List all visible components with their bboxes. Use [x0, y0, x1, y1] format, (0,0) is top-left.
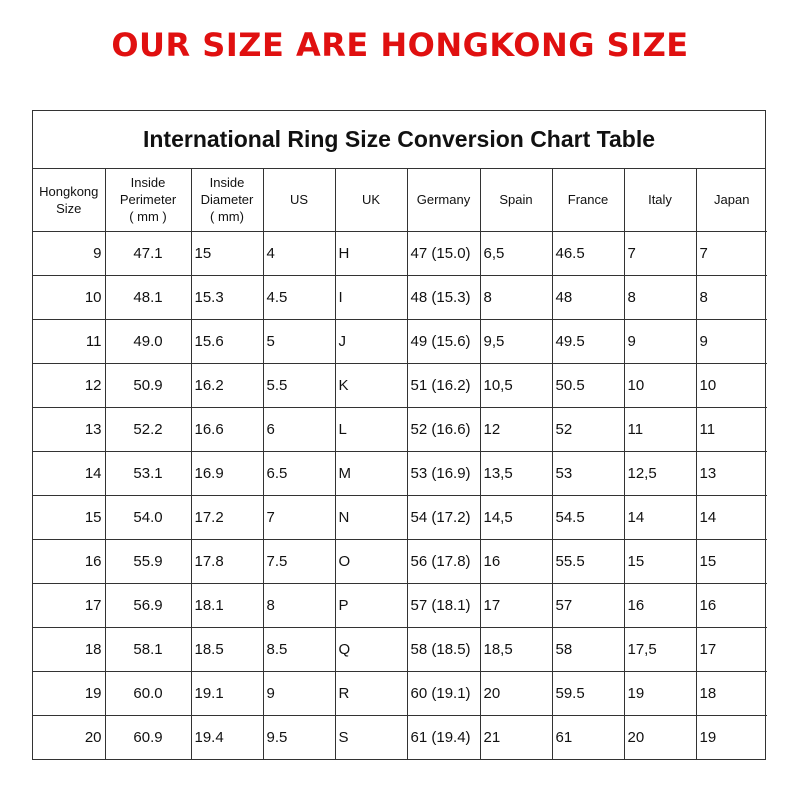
table-row	[33, 319, 767, 363]
header-italy: Italy	[624, 169, 696, 231]
cell-france: 52	[552, 407, 624, 451]
cell-italy: 20	[624, 715, 696, 759]
cell-japan: 9	[696, 319, 767, 363]
cell-germany: 52 (16.6)	[407, 407, 480, 451]
cell-inside-diameter: 15	[191, 231, 263, 275]
cell-uk: P	[335, 583, 407, 627]
cell-germany: 48 (15.3)	[407, 275, 480, 319]
cell-italy: 14	[624, 495, 696, 539]
header-hongkong-size: Hongkong Size	[33, 169, 105, 231]
cell-uk: Q	[335, 627, 407, 671]
cell-spain: 6,5	[480, 231, 552, 275]
cell-japan: 19	[696, 715, 767, 759]
cell-italy: 11	[624, 407, 696, 451]
cell-hongkong-size: 12	[33, 363, 105, 407]
cell-japan: 17	[696, 627, 767, 671]
cell-inside-perimeter: 49.0	[105, 319, 191, 363]
table-row	[33, 451, 767, 495]
cell-hongkong-size: 17	[33, 583, 105, 627]
cell-uk: L	[335, 407, 407, 451]
cell-japan: 15	[696, 539, 767, 583]
cell-inside-perimeter: 53.1	[105, 451, 191, 495]
cell-italy: 8	[624, 275, 696, 319]
cell-inside-diameter: 19.4	[191, 715, 263, 759]
table-row	[33, 275, 767, 319]
cell-germany: 57 (18.1)	[407, 583, 480, 627]
cell-us: 8	[263, 583, 335, 627]
cell-us: 7.5	[263, 539, 335, 583]
cell-hongkong-size: 13	[33, 407, 105, 451]
cell-uk: R	[335, 671, 407, 715]
cell-inside-perimeter: 47.1	[105, 231, 191, 275]
cell-inside-diameter: 16.9	[191, 451, 263, 495]
cell-hongkong-size: 19	[33, 671, 105, 715]
cell-inside-perimeter: 50.9	[105, 363, 191, 407]
cell-hongkong-size: 9	[33, 231, 105, 275]
cell-japan: 14	[696, 495, 767, 539]
cell-us: 5	[263, 319, 335, 363]
header-spain: Spain	[480, 169, 552, 231]
cell-hongkong-size: 16	[33, 539, 105, 583]
table-row	[33, 627, 767, 671]
cell-inside-perimeter: 60.9	[105, 715, 191, 759]
cell-spain: 12	[480, 407, 552, 451]
cell-france: 54.5	[552, 495, 624, 539]
cell-france: 46.5	[552, 231, 624, 275]
header-france: France	[552, 169, 624, 231]
cell-hongkong-size: 14	[33, 451, 105, 495]
cell-uk: N	[335, 495, 407, 539]
conversion-table	[33, 169, 767, 759]
cell-italy: 16	[624, 583, 696, 627]
cell-france: 50.5	[552, 363, 624, 407]
cell-france: 57	[552, 583, 624, 627]
cell-france: 53	[552, 451, 624, 495]
cell-germany: 51 (16.2)	[407, 363, 480, 407]
table-row	[33, 495, 767, 539]
cell-hongkong-size: 15	[33, 495, 105, 539]
table-body	[33, 231, 767, 759]
cell-germany: 53 (16.9)	[407, 451, 480, 495]
table-row	[33, 671, 767, 715]
cell-germany: 58 (18.5)	[407, 627, 480, 671]
cell-us: 6	[263, 407, 335, 451]
cell-inside-diameter: 17.2	[191, 495, 263, 539]
cell-italy: 15	[624, 539, 696, 583]
cell-spain: 17	[480, 583, 552, 627]
chart-title: International Ring Size Conversion Chart Table	[33, 111, 765, 169]
cell-germany: 56 (17.8)	[407, 539, 480, 583]
cell-us: 7	[263, 495, 335, 539]
cell-us: 9.5	[263, 715, 335, 759]
cell-inside-diameter: 19.1	[191, 671, 263, 715]
cell-uk: I	[335, 275, 407, 319]
cell-us: 9	[263, 671, 335, 715]
cell-hongkong-size: 18	[33, 627, 105, 671]
cell-uk: O	[335, 539, 407, 583]
cell-italy: 17,5	[624, 627, 696, 671]
cell-japan: 18	[696, 671, 767, 715]
cell-france: 58	[552, 627, 624, 671]
cell-spain: 8	[480, 275, 552, 319]
header-inside-perimeter: Inside Perimeter ( mm )	[105, 169, 191, 231]
cell-spain: 16	[480, 539, 552, 583]
cell-inside-diameter: 16.2	[191, 363, 263, 407]
cell-hongkong-size: 10	[33, 275, 105, 319]
cell-hongkong-size: 11	[33, 319, 105, 363]
cell-inside-perimeter: 54.0	[105, 495, 191, 539]
cell-spain: 21	[480, 715, 552, 759]
table-row	[33, 583, 767, 627]
cell-japan: 16	[696, 583, 767, 627]
cell-inside-diameter: 18.1	[191, 583, 263, 627]
cell-spain: 14,5	[480, 495, 552, 539]
table-row	[33, 539, 767, 583]
header-row	[33, 169, 767, 231]
cell-italy: 9	[624, 319, 696, 363]
header-japan: Japan	[696, 169, 767, 231]
banner-heading: OUR SIZE ARE HONGKONG SIZE	[111, 26, 689, 64]
cell-germany: 47 (15.0)	[407, 231, 480, 275]
cell-japan: 8	[696, 275, 767, 319]
cell-france: 48	[552, 275, 624, 319]
cell-uk: K	[335, 363, 407, 407]
cell-japan: 7	[696, 231, 767, 275]
cell-germany: 49 (15.6)	[407, 319, 480, 363]
cell-germany: 60 (19.1)	[407, 671, 480, 715]
cell-spain: 9,5	[480, 319, 552, 363]
cell-uk: M	[335, 451, 407, 495]
cell-uk: S	[335, 715, 407, 759]
cell-inside-perimeter: 52.2	[105, 407, 191, 451]
cell-spain: 10,5	[480, 363, 552, 407]
cell-japan: 11	[696, 407, 767, 451]
cell-france: 61	[552, 715, 624, 759]
cell-hongkong-size: 20	[33, 715, 105, 759]
cell-us: 4	[263, 231, 335, 275]
cell-inside-diameter: 15.6	[191, 319, 263, 363]
cell-france: 59.5	[552, 671, 624, 715]
cell-spain: 20	[480, 671, 552, 715]
cell-japan: 13	[696, 451, 767, 495]
header-inside-diameter: Inside Diameter ( mm)	[191, 169, 263, 231]
cell-italy: 12,5	[624, 451, 696, 495]
cell-inside-perimeter: 55.9	[105, 539, 191, 583]
cell-germany: 61 (19.4)	[407, 715, 480, 759]
table-row	[33, 715, 767, 759]
cell-spain: 18,5	[480, 627, 552, 671]
cell-us: 6.5	[263, 451, 335, 495]
cell-us: 8.5	[263, 627, 335, 671]
cell-france: 49.5	[552, 319, 624, 363]
cell-uk: J	[335, 319, 407, 363]
cell-inside-perimeter: 48.1	[105, 275, 191, 319]
cell-italy: 7	[624, 231, 696, 275]
header-us: US	[263, 169, 335, 231]
cell-uk: H	[335, 231, 407, 275]
cell-inside-perimeter: 56.9	[105, 583, 191, 627]
table-row	[33, 363, 767, 407]
cell-us: 5.5	[263, 363, 335, 407]
cell-italy: 10	[624, 363, 696, 407]
cell-inside-perimeter: 60.0	[105, 671, 191, 715]
cell-inside-diameter: 18.5	[191, 627, 263, 671]
cell-italy: 19	[624, 671, 696, 715]
cell-spain: 13,5	[480, 451, 552, 495]
cell-france: 55.5	[552, 539, 624, 583]
header-uk: UK	[335, 169, 407, 231]
cell-japan: 10	[696, 363, 767, 407]
cell-inside-diameter: 17.8	[191, 539, 263, 583]
table-row	[33, 231, 767, 275]
cell-inside-perimeter: 58.1	[105, 627, 191, 671]
cell-germany: 54 (17.2)	[407, 495, 480, 539]
cell-inside-diameter: 16.6	[191, 407, 263, 451]
cell-us: 4.5	[263, 275, 335, 319]
ring-size-chart	[32, 110, 766, 760]
table-row	[33, 407, 767, 451]
header-germany: Germany	[407, 169, 480, 231]
cell-inside-diameter: 15.3	[191, 275, 263, 319]
